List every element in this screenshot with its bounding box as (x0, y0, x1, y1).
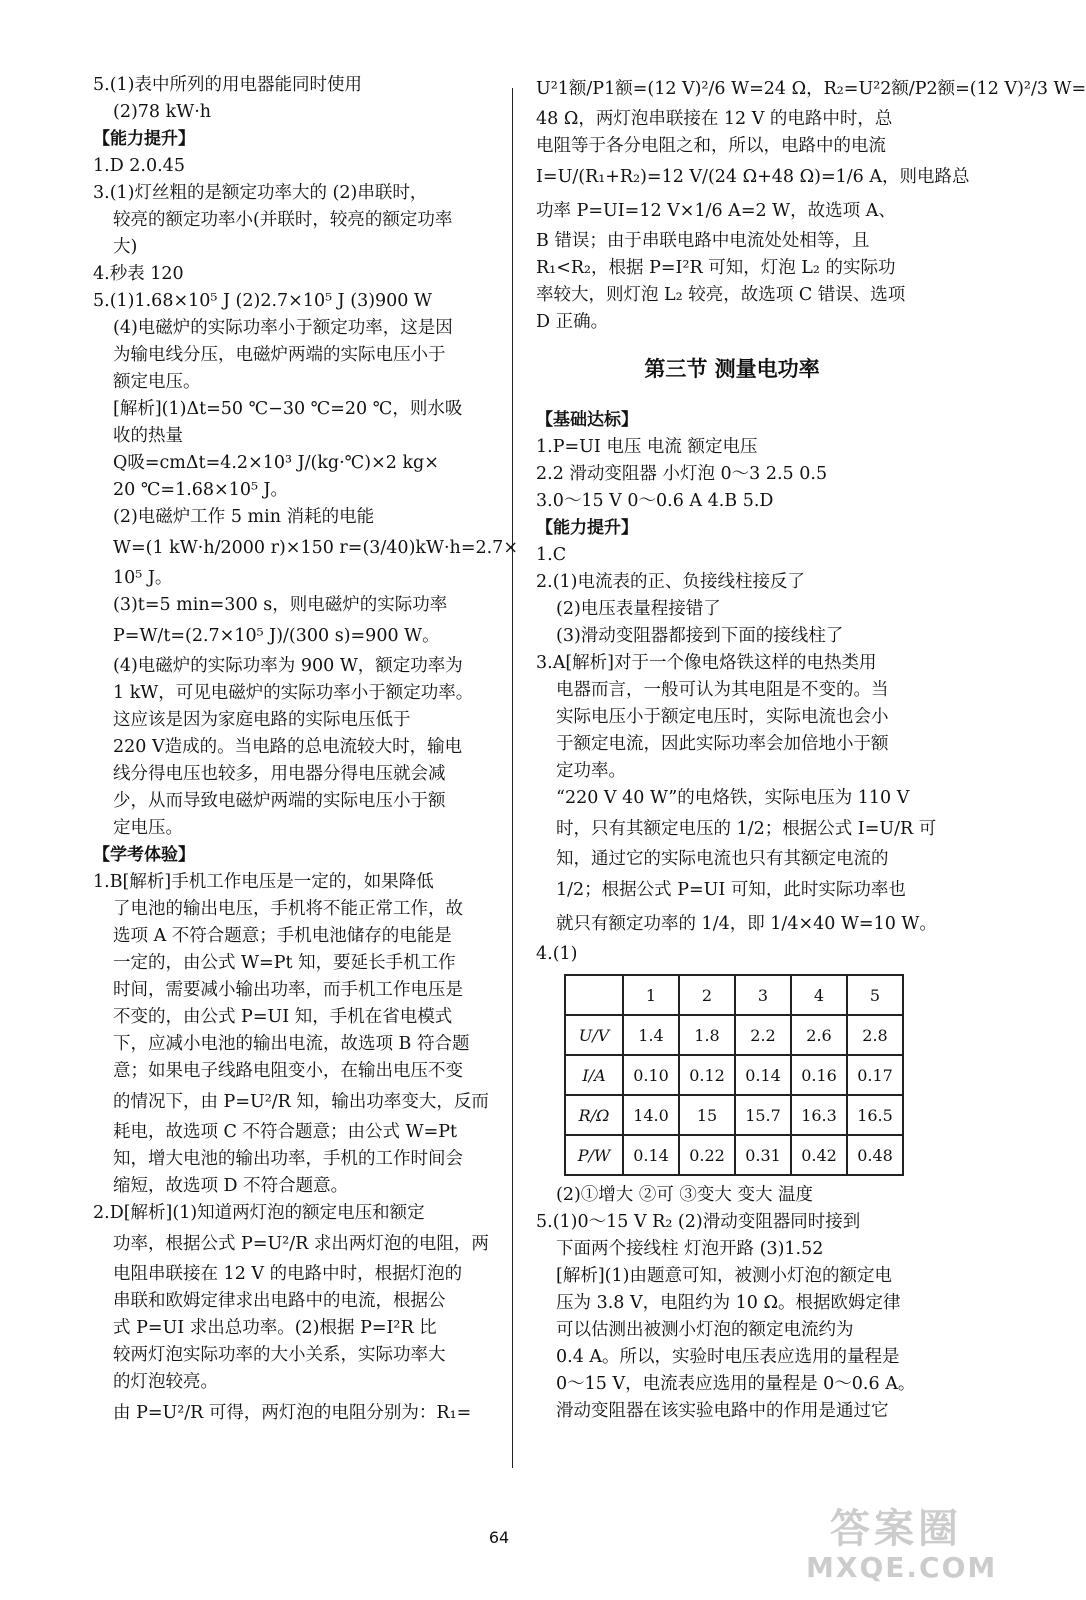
text-line: 了电池的输出电压，手机将不能正常工作，故 (113, 899, 463, 919)
right-block-continuation (536, 72, 1086, 336)
text-line: “220 V 40 W”的电烙铁，实际电压为 110 V (556, 788, 910, 808)
table-cell: 0.22 (679, 1135, 735, 1175)
table-cell: 2.8 (847, 1015, 903, 1055)
text-line: 率较大，则灯泡 L₂ 较亮，故选项 C 错误、选项 (536, 285, 906, 305)
text-line: 一定的，由公式 W=Pt 知，要延长手机工作 (113, 953, 456, 973)
text-line: 功率 P=UI=12 V×1/6 A=2 W，故选项 A、 (536, 201, 896, 221)
table-header-cell: 5 (847, 975, 903, 1015)
text-line: B 错误；由于串联电路中电流处处相等，且 (536, 231, 870, 251)
text-line: 实际电压小于额定电压时，实际电流也会小 (556, 707, 889, 727)
text-line: I=U/(R₁+R₂)=12 V/(24 Ω+48 Ω)=1/6 A，则电路总 (536, 167, 970, 187)
text-line: 2.D[解析](1)知道两灯泡的额定电压和额定 (93, 1203, 425, 1223)
table-row (565, 1095, 903, 1135)
text-line: 4.秒表 120 (93, 264, 184, 284)
text-line: 的情况下，由 P=U²/R 知，输出功率变大，反而 (113, 1092, 489, 1112)
right-column (536, 72, 1086, 1425)
table-row-label: R/Ω (565, 1095, 623, 1135)
text-line: 下，应减小电池的输出电流，故选项 B 符合题 (113, 1034, 470, 1054)
page-number: 64 (488, 1528, 510, 1547)
text-line: R₁<R₂，根据 P=I²R 可知，灯泡 L₂ 的实际功 (536, 258, 896, 278)
table-cell: 15 (679, 1095, 735, 1135)
text-line: 0～15 V，电流表应选用的量程是 0～0.6 A。 (556, 1374, 916, 1394)
table-header-cell: 3 (735, 975, 791, 1015)
table-cell: 0.42 (791, 1135, 847, 1175)
text-line: (2)电压表量程接错了 (556, 599, 721, 619)
text-line: 就只有额定功率的 1/4，即 1/4×40 W=10 W。 (556, 914, 937, 934)
table-cell: 0.31 (735, 1135, 791, 1175)
text-line: (2)①增大 ②可 ③变大 变大 温度 (556, 1185, 814, 1205)
text-line: 2.(1)电流表的正、负接线柱接反了 (536, 572, 805, 592)
text-line: 3.A[解析]对于一个像电烙铁这样的电热类用 (536, 653, 877, 673)
text-line: U²1额/P1额=(12 V)²/6 W=24 Ω，R₂=U²2额/P2额=(12 V)²/3 W= (536, 79, 1086, 99)
text-line: 4.(1) (536, 944, 578, 964)
text-line: 较亮的额定功率小(并联时，较亮的额定功率 (113, 210, 453, 230)
text-line: 不变的，由公式 P=UI 知，手机在省电模式 (113, 1007, 453, 1027)
table-cell: 16.5 (847, 1095, 903, 1135)
text-line: 下面两个接线柱 灯泡开路 (3)1.52 (556, 1239, 824, 1259)
right-block-answers (536, 407, 937, 968)
text-line: 【能力提升】 (93, 129, 195, 149)
table-cell: 2.6 (791, 1015, 847, 1055)
text-line: (4)电磁炉的实际功率小于额定功率，这是因 (113, 318, 453, 338)
text-line: 式 P=UI 求出总功率。(2)根据 P=I²R 比 (113, 1318, 437, 1338)
text-line: 时，只有其额定电压的 1/2；根据公式 I=U/R 可 (556, 819, 937, 839)
text-line: 缩短，故选项 D 不符合题意。 (113, 1176, 349, 1196)
table-cell: 0.10 (623, 1055, 679, 1095)
watermark-text: 答案圈 (830, 1506, 962, 1552)
table-cell: 14.0 (623, 1095, 679, 1135)
text-line: 1.D 2.0.45 (93, 156, 185, 176)
table-row-label: I/A (565, 1055, 623, 1095)
table-header-cell: 4 (791, 975, 847, 1015)
table-header-cell: 2 (679, 975, 735, 1015)
text-line: 0.4 A。所以，实验时电压表应选用的量程是 (556, 1347, 900, 1367)
text-line: 1 kW，可见电磁炉的实际功率小于额定功率。 (113, 683, 474, 703)
text-line: 为输电线分压，电磁炉两端的实际电压小于 (113, 345, 446, 365)
table-cell: 1.8 (679, 1015, 735, 1055)
text-line: 压为 3.8 V，电阻约为 10 Ω。根据欧姆定律 (556, 1293, 901, 1313)
text-line: 收的热量 (113, 426, 183, 446)
table-row-label: U/V (565, 1015, 623, 1055)
text-line: 选项 A 不符合题意；手机电池储存的电能是 (113, 926, 452, 946)
text-line: 于额定电流，因此实际功率会加倍地小于额 (556, 734, 889, 754)
text-line: P=W/t=(2.7×10⁵ J)/(300 s)=900 W。 (113, 626, 440, 646)
text-line: 时间，需要减小输出功率，而手机工作电压是 (113, 980, 463, 1000)
text-line: 3.0～15 V 0～0.6 A 4.B 5.D (536, 491, 774, 511)
table-cell: 0.16 (791, 1055, 847, 1095)
text-line: (3)滑动变阻器都接到下面的接线柱了 (556, 626, 844, 646)
text-line: 串联和欧姆定律求出电路中的电流，根据公 (113, 1291, 446, 1311)
table-cell: 0.12 (679, 1055, 735, 1095)
text-line: 功率，根据公式 P=U²/R 求出两灯泡的电阻，两 (113, 1234, 489, 1254)
text-line: D 正确。 (536, 312, 609, 332)
text-line: 的灯泡较亮。 (113, 1372, 218, 1392)
data-table (564, 974, 904, 1176)
text-line: [解析](1)由题意可知，被测小灯泡的额定电 (556, 1266, 892, 1286)
text-line: 1.B[解析]手机工作电压是一定的，如果降低 (93, 872, 434, 892)
table-cell: 0.48 (847, 1135, 903, 1175)
table-row (565, 1055, 903, 1095)
text-line: 1.P=UI 电压 电流 额定电压 (536, 437, 758, 457)
table-row (565, 1135, 903, 1175)
text-line: 这应该是因为家庭电路的实际电压低于 (113, 710, 411, 730)
text-line: 电阻等于各分电阻之和，所以，电路中的电流 (536, 136, 886, 156)
text-line: (2)78 kW·h (113, 102, 212, 122)
table-cell: 0.14 (623, 1135, 679, 1175)
table-cell: 2.2 (735, 1015, 791, 1055)
text-line: 额定电压。 (113, 372, 201, 392)
watermark-logo (806, 1506, 998, 1584)
column-divider (512, 88, 513, 1468)
text-line: 知，通过它的实际电流也只有其额定电流的 (556, 849, 889, 869)
text-line: 5.(1)0～15 V R₂ (2)滑动变阻器同时接到 (536, 1212, 861, 1232)
text-line: (3)t=5 min=300 s，则电磁炉的实际功率 (113, 595, 448, 615)
text-line: Q吸=cmΔt=4.2×10³ J/(kg·℃)×2 kg× (113, 453, 439, 473)
text-line: 定功率。 (556, 761, 626, 781)
text-line: 【能力提升】 (536, 518, 638, 538)
table-cell: 0.17 (847, 1055, 903, 1095)
text-line: 10⁵ J。 (113, 568, 173, 588)
text-line: 少，从而导致电磁炉两端的实际电压小于额 (113, 791, 446, 811)
text-line: 意；如果电子线路电阻变小，在输出电压不变 (113, 1061, 463, 1081)
table-row-label: P/W (565, 1135, 623, 1175)
text-line: 1.C (536, 545, 567, 565)
text-line: 线分得电压也较多，用电器分得电压就会减 (113, 764, 446, 784)
text-line: 3.(1)灯丝粗的是额定功率大的 (2)串联时， (93, 183, 428, 203)
text-line: 【学考体验】 (93, 845, 195, 865)
right-block-question5 (536, 1182, 928, 1425)
text-line: (4)电磁炉的实际功率为 900 W，额定功率为 (113, 656, 463, 676)
text-line: 定电压。 (113, 818, 183, 838)
table-header-row (565, 975, 903, 1015)
table-cell: 15.7 (735, 1095, 791, 1135)
text-line: 5.(1)表中所列的用电器能同时使用 (93, 75, 362, 95)
table-cell: 1.4 (623, 1015, 679, 1055)
text-line: 较两灯泡实际功率的大小关系，实际功率大 (113, 1345, 446, 1365)
text-line: 知，增大电池的输出功率，手机的工作时间会 (113, 1149, 463, 1169)
table-header-cell: 1 (623, 975, 679, 1015)
text-line: 48 Ω，两灯泡串联接在 12 V 的电路中时，总 (536, 109, 893, 129)
text-line: 滑动变阻器在该实验电路中的作用是通过它 (556, 1401, 889, 1421)
table-cell: 0.14 (735, 1055, 791, 1095)
text-line: 耗电，故选项 C 不符合题意；由公式 W=Pt (113, 1122, 458, 1142)
text-line: 1/2；根据公式 P=UI 可知，此时实际功率也 (556, 880, 906, 900)
text-line: 【基础达标】 (536, 410, 638, 430)
text-line: 大) (113, 237, 138, 257)
section-title: 第三节 测量电功率 (644, 357, 820, 381)
watermark-url: MXQE.COM (806, 1551, 998, 1584)
text-line: W=(1 kW·h/2000 r)×150 r=(3/40)kW·h=2.7× (113, 538, 518, 558)
text-line: 2.2 滑动变阻器 小灯泡 0～3 2.5 0.5 (536, 464, 828, 484)
table-header-cell (565, 975, 623, 1015)
text-line: 电器而言，一般可认为其电阻是不变的。当 (556, 680, 889, 700)
text-line: 可以估测出被测小灯泡的额定电流约为 (556, 1320, 854, 1340)
table-row (565, 1015, 903, 1055)
table-cell: 16.3 (791, 1095, 847, 1135)
text-line: 5.(1)1.68×10⁵ J (2)2.7×10⁵ J (3)900 W (93, 291, 432, 311)
text-line: 由 P=U²/R 可得，两灯泡的电阻分别为：R₁= (113, 1403, 472, 1423)
text-line: [解析](1)Δt=50 ℃−30 ℃=20 ℃，则水吸 (113, 399, 463, 419)
text-line: 电阻串联接在 12 V 的电路中时，根据灯泡的 (113, 1264, 463, 1284)
text-line: 220 V造成的。当电路的总电流较大时，输电 (113, 737, 463, 757)
left-column (93, 72, 518, 1430)
text-line: (2)电磁炉工作 5 min 消耗的电能 (113, 507, 375, 527)
text-line: 20 ℃=1.68×10⁵ J。 (113, 480, 289, 500)
